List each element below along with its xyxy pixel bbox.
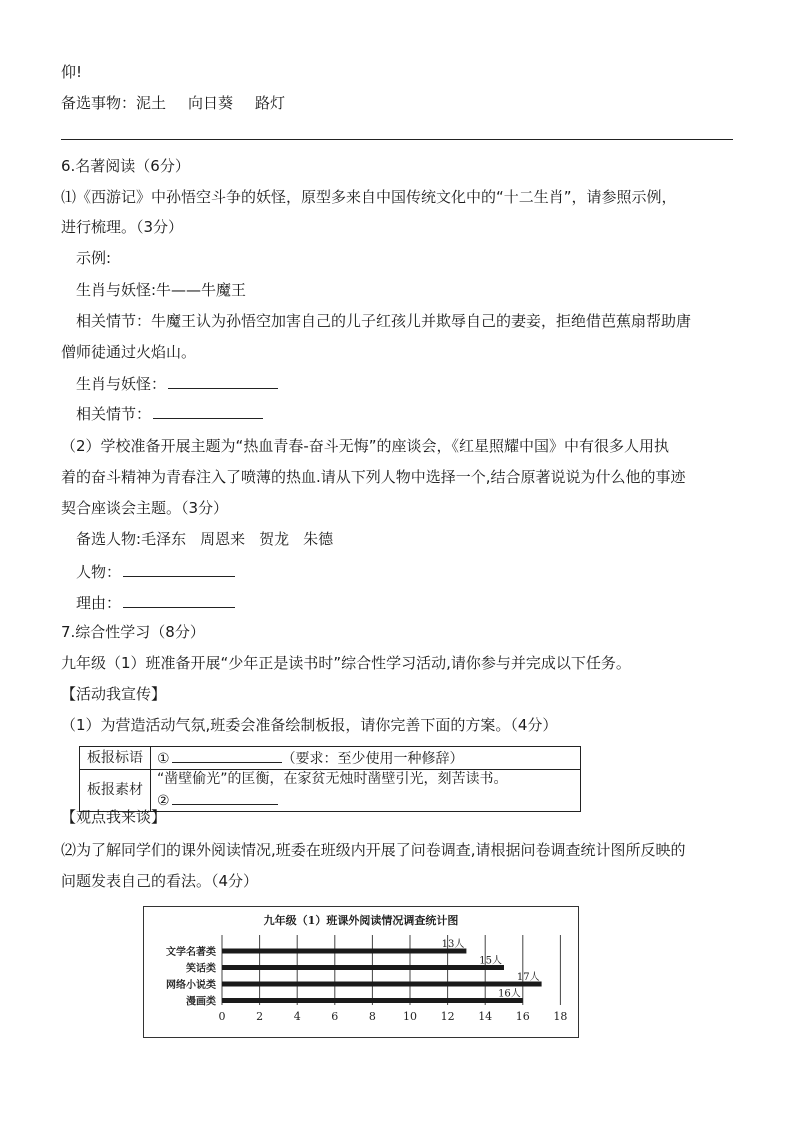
items-line (61, 93, 285, 113)
person: 朱德 (303, 530, 334, 548)
fill-pair-line (76, 373, 278, 394)
row1-content (151, 747, 581, 770)
q6-p2-line2: 着的奋斗精神为青春注入了喷薄的热血.请从下列人物中选择一个,结合原著说说为什么他的事迹 (61, 468, 686, 486)
q7-intro: 九年级（1）班准备开展“少年正是读书时”综合性学习活动,请你参与并完成以下任务。 (61, 654, 631, 672)
circled-number: ① (157, 751, 170, 767)
example-pair: 生肖与妖怪:牛——牛魔王 (76, 281, 247, 299)
q6-p2-line1: （2）学校准备开展主题为“热血青春-奋斗无悔”的座谈会，《红星照耀中国》中有很多人用执 (61, 437, 670, 455)
category-label: 笑话类 (186, 963, 216, 975)
x-tick-label: 6 (331, 1010, 339, 1023)
task1: （1）为营造活动气氛,班委会准备绘制板报，请你完善下面的方案。（4分） (61, 716, 558, 734)
example-label: 示例: (76, 249, 112, 267)
fill-plot-label: 相关情节： (76, 405, 152, 423)
person: 毛泽东 (141, 530, 187, 548)
divider (61, 139, 733, 140)
chart-title: 九年级（1）班课外阅读情况调查统计图 (263, 914, 459, 927)
bar (222, 949, 466, 954)
fill-pair-label: 生肖与妖怪： (76, 375, 167, 393)
people-label: 备选人物: (76, 530, 142, 548)
example-plot-line2: 僧师徒通过火焰山。 (61, 343, 197, 361)
item: 向日葵 (188, 94, 234, 112)
x-tick-label: 12 (440, 1010, 455, 1023)
value-label: 15人 (479, 955, 502, 967)
category-label: 漫画类 (186, 996, 216, 1008)
q6-p1-line2: 进行梳理。（3分） (61, 218, 184, 236)
category-label: 文学名著类 (166, 947, 216, 958)
value-label: 16人 (498, 988, 521, 1000)
value-label: 17人 (516, 972, 540, 983)
bar (222, 965, 504, 970)
x-tick-label: 10 (403, 1010, 417, 1023)
q6-p1-line1: ⑴《西游记》中孙悟空斗争的妖怪，原型多来自中国传统文化中的“十二生肖”，请参照示例， (61, 188, 677, 206)
fill-reason-line (76, 592, 235, 613)
x-tick-label: 2 (256, 1010, 264, 1023)
section-publicity: 【活动我宣传】 (61, 685, 167, 703)
reading-survey-chart (143, 906, 579, 1038)
x-tick-label: 4 (293, 1010, 301, 1023)
board-plan-table (79, 746, 581, 812)
fill-reason-label: 理由： (76, 594, 122, 612)
answer-blank[interactable] (123, 592, 235, 608)
table-row (80, 747, 581, 770)
example-plot-line1: 相关情节：牛魔王认为孙悟空加害自己的儿子红孩儿并欺辱自己的妻妾，拒绝借芭蕉扇帮助唐 (76, 312, 692, 330)
circled-number: ② (157, 793, 170, 809)
row2-text: “凿壁偷光”的匡衡，在家贫无烛时凿壁引光，刻苦读书。 (157, 771, 508, 787)
answer-blank[interactable] (153, 403, 263, 419)
answer-blank[interactable] (123, 561, 235, 577)
answer-blank[interactable] (168, 373, 278, 389)
fill-person-line (76, 561, 235, 582)
q6-p2-line3: 契合座谈会主题。（3分） (61, 499, 229, 517)
items-label: 备选事物： (61, 94, 137, 112)
row1-label: 板报标语 (80, 747, 151, 770)
value-label: 13人 (441, 939, 465, 950)
fill-plot-line (76, 403, 263, 424)
table-row (80, 770, 581, 812)
section-opinion: 【观点我来谈】 (61, 808, 167, 826)
person: 周恩来 (200, 530, 246, 548)
x-tick-label: 16 (515, 1010, 530, 1023)
task2-line2: 问题发表自己的看法。（4分） (61, 872, 259, 890)
person: 贺龙 (259, 530, 290, 548)
answer-blank[interactable] (172, 789, 278, 805)
continued-text: 仰! (61, 63, 83, 81)
x-tick-label: 18 (553, 1010, 568, 1023)
x-tick-label: 0 (218, 1010, 226, 1023)
people-line (76, 529, 333, 549)
category-label: 网络小说类 (166, 980, 216, 991)
x-tick-label: 14 (478, 1010, 493, 1023)
bar-chart-svg (144, 907, 578, 1037)
x-tick-label: 8 (368, 1010, 376, 1023)
item: 路灯 (255, 94, 286, 112)
bar (222, 998, 523, 1003)
row2-content (151, 770, 581, 812)
answer-blank[interactable] (172, 747, 282, 763)
item: 泥土 (136, 94, 167, 112)
q6-title: 6.名著阅读（6分） (61, 157, 190, 175)
bar (222, 982, 542, 987)
task2-line1: ⑵为了解同学们的课外阅读情况,班委在班级内开展了问卷调查,请根据问卷调查统计图所反映的 (61, 841, 686, 859)
q7-title: 7.综合性学习（8分） (61, 623, 205, 641)
fill-person-label: 人物： (76, 563, 122, 581)
row2-label: 板报素材 (80, 770, 151, 812)
row1-requirement: （要求：至少使用一种修辞） (281, 751, 464, 767)
